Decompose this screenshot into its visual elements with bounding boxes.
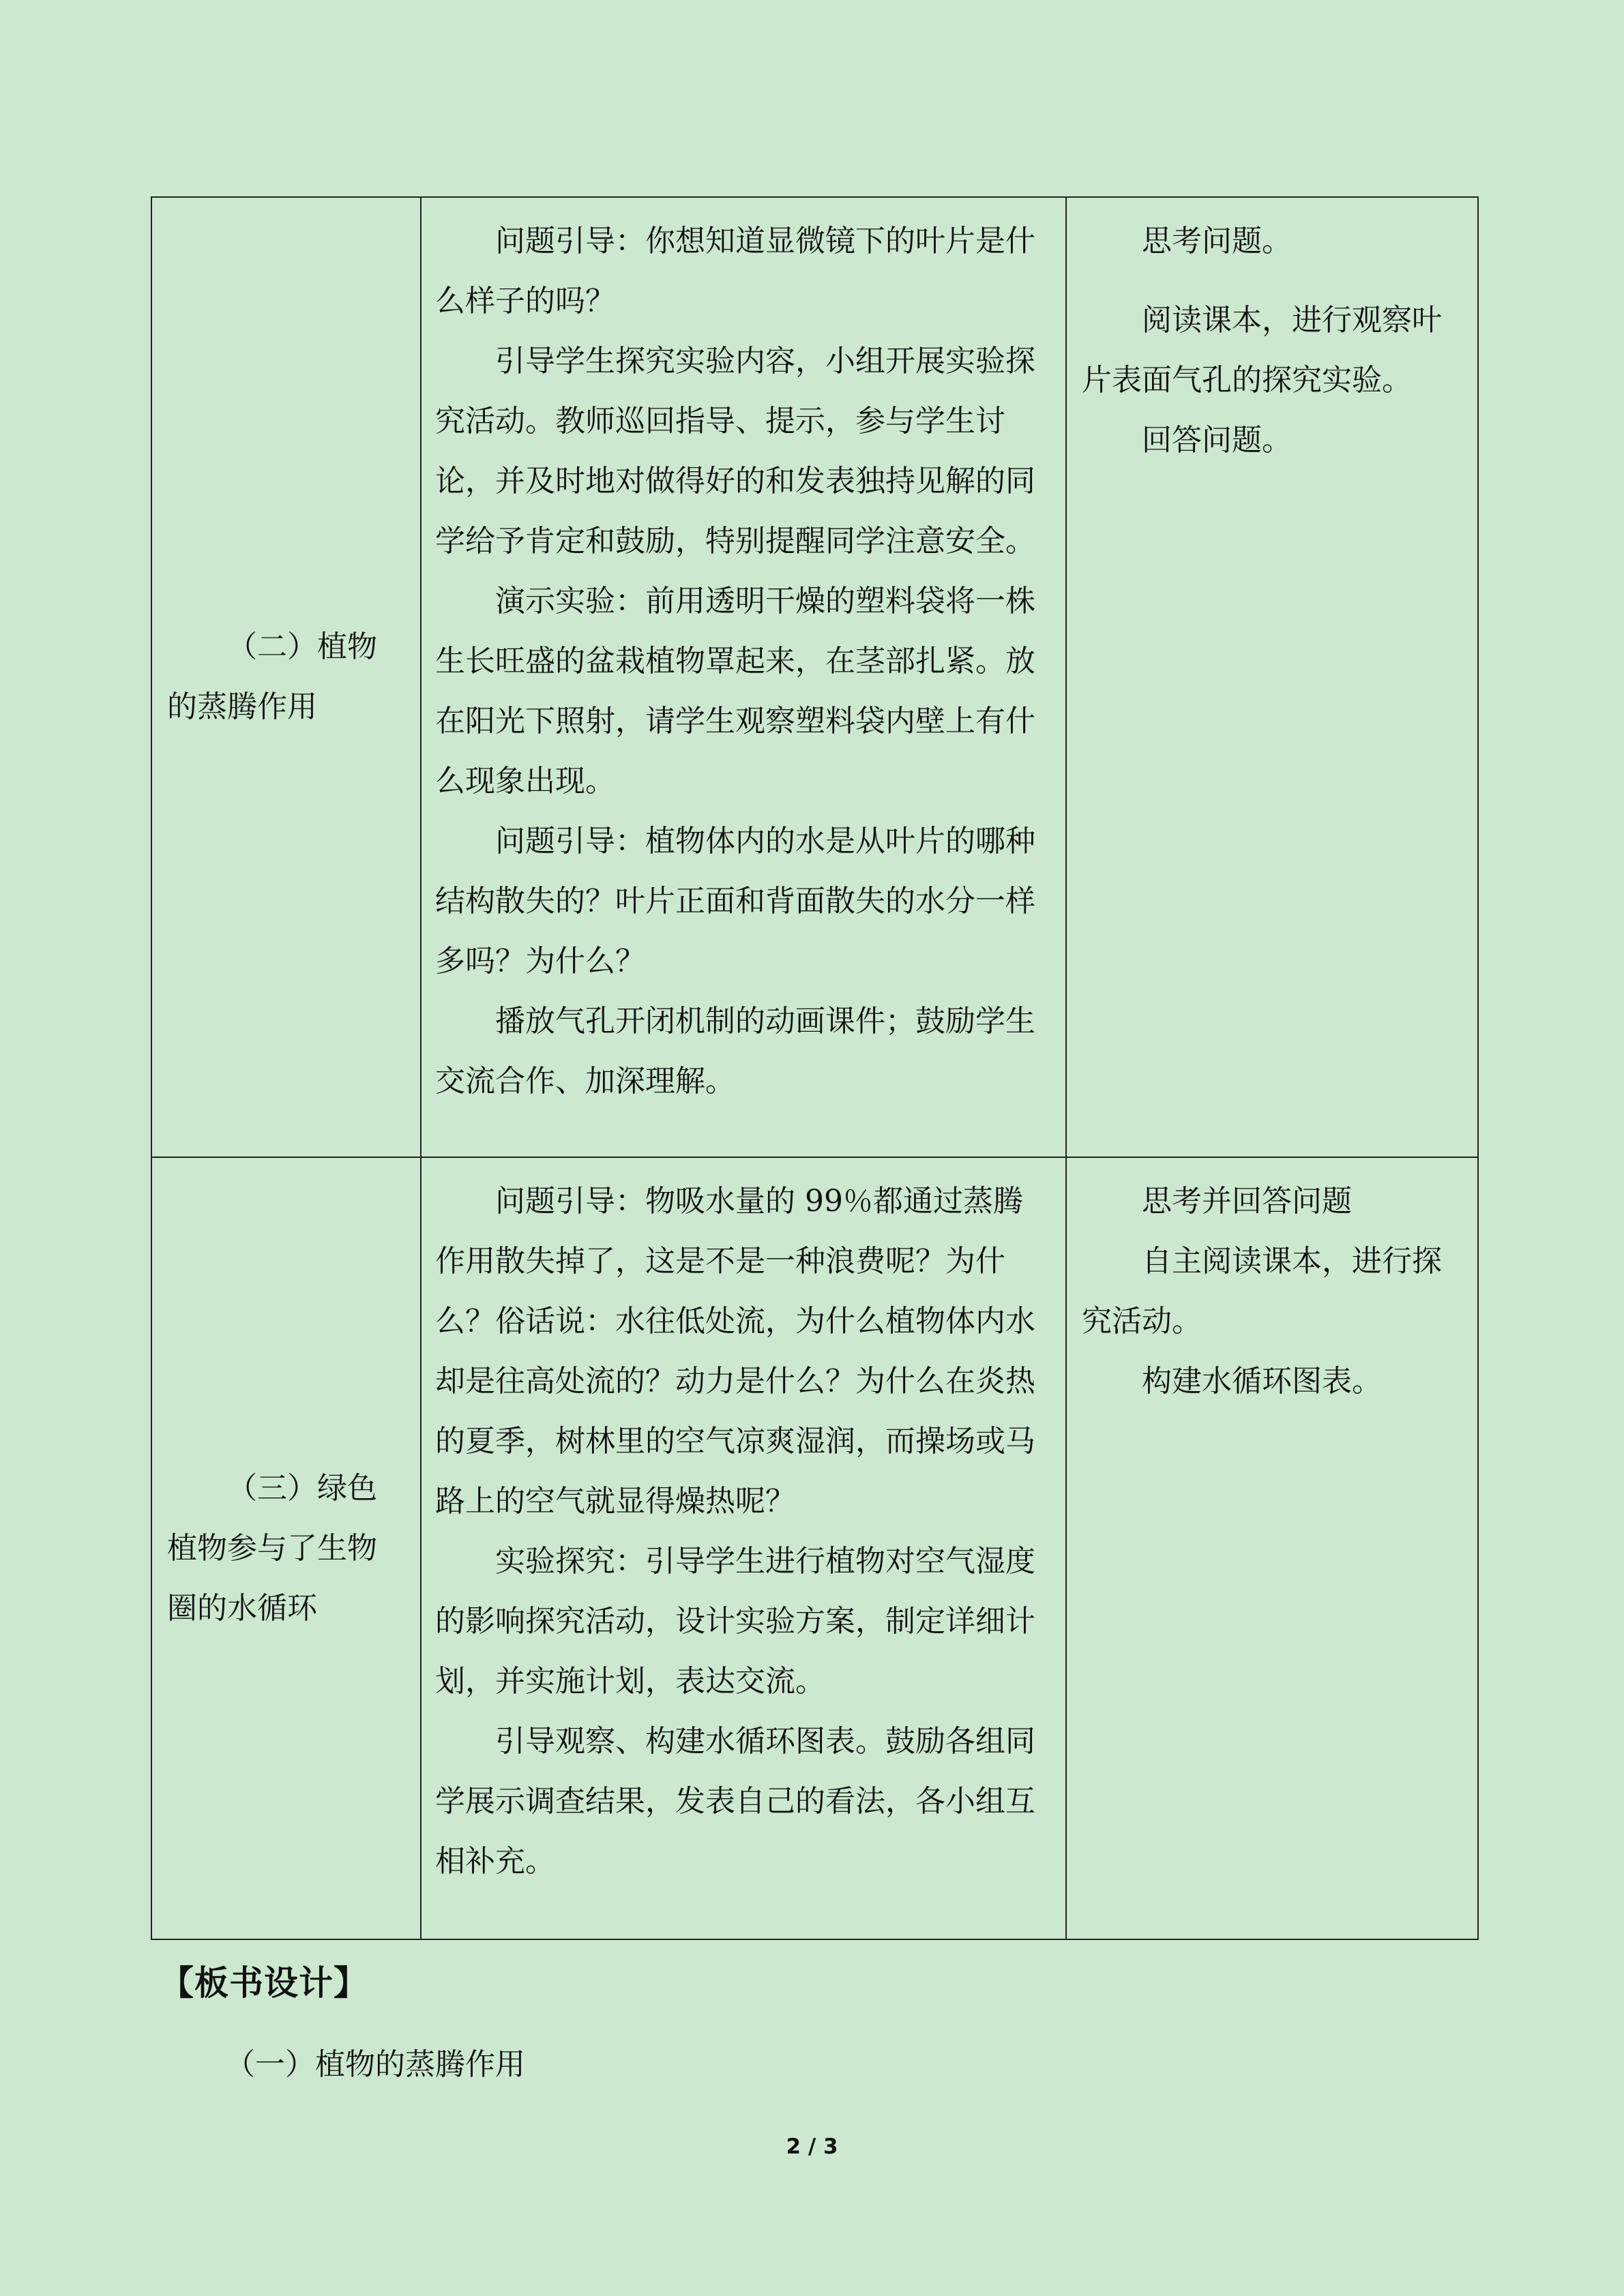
- teacher-paragraph: 问题引导：你想知道显微镜下的叶片是什么样子的吗？: [435, 224, 1035, 318]
- page-number: 2 / 3: [786, 2134, 838, 2159]
- board-design-item: （一）植物的蒸腾作用: [225, 2047, 525, 2082]
- table-row: [151, 197, 1478, 1157]
- topic-text: （三）绿色植物参与了生物圈的水循环: [167, 1470, 377, 1626]
- teacher-paragraph: 问题引导：植物体内的水是从叶片的哪种结构散失的？叶片正面和背面散失的水分一样多吗？为什么？: [435, 824, 1035, 979]
- lesson-table: [151, 196, 1479, 1940]
- student-paragraph: 阅读课本，进行观察叶片表面气孔的探究实验。: [1082, 303, 1442, 398]
- teacher-paragraph: 演示实验：前用透明干燥的塑料袋将一株生长旺盛的盆栽植物罩起来，在茎部扎紧。放在阳光下照射，请学生观察塑料袋内壁上有什么现象出现。: [435, 584, 1035, 799]
- topic-text: （二）植物的蒸腾作用: [167, 629, 377, 724]
- topic-cell: [151, 197, 421, 1157]
- teacher-paragraph: 问题引导：物吸水量的 99％都通过蒸腾作用散失掉了，这是不是一种浪费呢？为什么？俗话说：水往低处流，为什么植物体内水却是往高处流的？动力是什么？为什么在炎热的夏季，树林里的空气凉爽湿润，而操场或马路上的空气就显得燥热呢？: [435, 1184, 1035, 1519]
- student-paragraph: 构建水循环图表。: [1142, 1364, 1382, 1399]
- student-paragraph: 思考并回答问题: [1142, 1184, 1352, 1219]
- topic-cell: [151, 1157, 421, 1939]
- teacher-paragraph: 引导学生探究实验内容，小组开展实验探究活动。教师巡回指导、提示，参与学生讨论，并及时地对做得好的和发表独持见解的同学给予肯定和鼓励，特别提醒同学注意安全。: [435, 344, 1035, 558]
- student-paragraph: 思考问题。: [1142, 224, 1292, 258]
- student-activity-cell: [1066, 1157, 1478, 1939]
- teacher-paragraph: 引导观察、构建水循环图表。鼓励各组同学展示调查结果，发表自己的看法，各小组互相补充。: [435, 1724, 1035, 1879]
- student-paragraph: 回答问题。: [1142, 423, 1292, 458]
- student-activity-cell: [1066, 197, 1478, 1157]
- teacher-paragraph: 播放气孔开闭机制的动画课件；鼓励学生交流合作、加深理解。: [435, 1004, 1035, 1099]
- teacher-activity-cell: [421, 1157, 1066, 1939]
- teacher-paragraph: 实验探究：引导学生进行植物对空气湿度的影响探究活动，设计实验方案，制定详细计划，并实施计划，表达交流。: [435, 1544, 1035, 1699]
- teacher-activity-cell: [421, 197, 1066, 1157]
- board-design-heading: 【板书设计】: [160, 1963, 368, 2003]
- student-paragraph: 自主阅读课本，进行探究活动。: [1082, 1244, 1442, 1339]
- table-row: [151, 1157, 1478, 1939]
